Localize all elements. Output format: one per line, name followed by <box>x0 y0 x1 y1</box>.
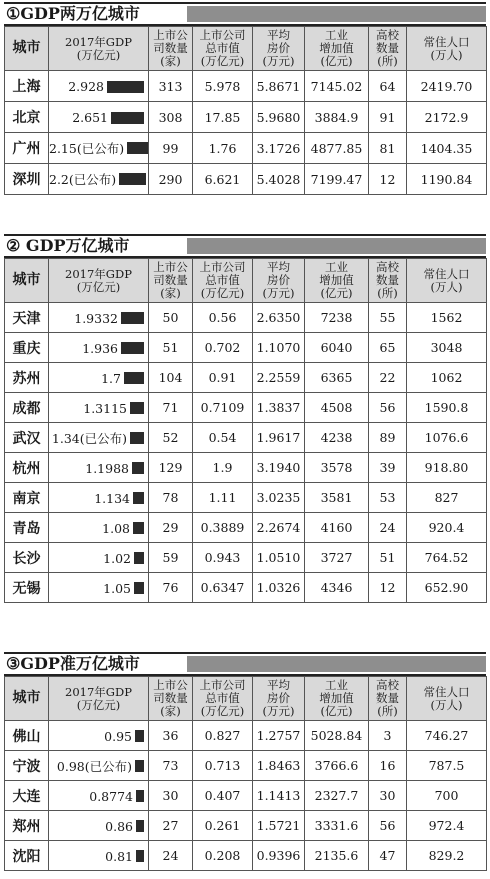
gdp-value: 1.3115 <box>83 400 127 416</box>
house-price-cell: 2.2674 <box>253 513 305 543</box>
gdp-value: 0.81 <box>105 848 133 864</box>
population-cell: 1062 <box>407 363 487 393</box>
companies-cell: 71 <box>149 393 193 423</box>
population-cell: 1076.6 <box>407 423 487 453</box>
market-cap-cell: 5.978 <box>193 71 253 102</box>
industry-cell: 6365 <box>305 363 369 393</box>
house-price-cell: 5.8671 <box>253 71 305 102</box>
market-cap-cell: 0.827 <box>193 721 253 751</box>
industry-cell: 4508 <box>305 393 369 423</box>
gdp-bar <box>121 342 144 354</box>
gdp-bar <box>136 790 144 802</box>
market-cap-cell: 0.56 <box>193 303 253 333</box>
column-header: 上市公司 总市值 (万亿元) <box>193 27 253 71</box>
city-cell: 天津 <box>5 303 49 333</box>
table-row <box>5 164 487 195</box>
gdp-bar <box>119 173 146 185</box>
industry-cell: 3578 <box>305 453 369 483</box>
gdp-bar <box>130 402 144 414</box>
table-row <box>5 303 487 333</box>
companies-cell: 313 <box>149 71 193 102</box>
gdp-bar <box>132 462 144 474</box>
companies-cell: 50 <box>149 303 193 333</box>
gdp-cell <box>49 164 149 195</box>
column-header: 工业 增加值 (亿元) <box>305 259 369 303</box>
universities-cell: 3 <box>369 721 407 751</box>
column-header: 平均 房价 (万元) <box>253 27 305 71</box>
universities-cell: 56 <box>369 811 407 841</box>
population-cell: 1590.8 <box>407 393 487 423</box>
market-cap-cell: 0.208 <box>193 841 253 871</box>
companies-cell: 24 <box>149 841 193 871</box>
city-cell: 成都 <box>5 393 49 423</box>
data-table <box>4 26 487 195</box>
table-row <box>5 393 487 423</box>
population-cell: 3048 <box>407 333 487 363</box>
table-row <box>5 133 487 164</box>
universities-cell: 16 <box>369 751 407 781</box>
gdp-bar <box>135 760 144 772</box>
gdp-cell <box>49 841 149 871</box>
gdp-bar <box>133 522 144 534</box>
table-row <box>5 721 487 751</box>
section-1 <box>4 2 486 195</box>
column-header: 2017年GDP (万亿元) <box>49 259 149 303</box>
data-table <box>4 258 487 603</box>
section-title: ② GDP万亿城市 <box>6 236 130 255</box>
section-banner <box>4 2 486 26</box>
universities-cell: 39 <box>369 453 407 483</box>
gdp-cell <box>49 363 149 393</box>
universities-cell: 65 <box>369 333 407 363</box>
table-row <box>5 71 487 102</box>
gdp-cell <box>49 333 149 363</box>
header-row <box>5 677 487 721</box>
column-header: 上市公司 总市值 (万亿元) <box>193 259 253 303</box>
section-2 <box>4 234 486 603</box>
market-cap-cell: 0.702 <box>193 333 253 363</box>
column-header: 常住人口 (万人) <box>407 677 487 721</box>
city-cell: 重庆 <box>5 333 49 363</box>
gdp-value: 1.02 <box>103 550 131 566</box>
universities-cell: 24 <box>369 513 407 543</box>
gdp-cell <box>49 102 149 133</box>
universities-cell: 64 <box>369 71 407 102</box>
gdp-bar <box>134 582 144 594</box>
house-price-cell: 3.1940 <box>253 453 305 483</box>
column-header: 上市公 司数量 (家) <box>149 27 193 71</box>
house-price-cell: 3.0235 <box>253 483 305 513</box>
market-cap-cell: 0.54 <box>193 423 253 453</box>
table-row <box>5 513 487 543</box>
market-cap-cell: 0.713 <box>193 751 253 781</box>
companies-cell: 36 <box>149 721 193 751</box>
gdp-bar <box>127 142 148 154</box>
gdp-value: 1.936 <box>82 340 118 356</box>
column-header: 平均 房价 (万元) <box>253 259 305 303</box>
column-header: 工业 增加值 (亿元) <box>305 677 369 721</box>
house-price-cell: 5.9680 <box>253 102 305 133</box>
gdp-cell <box>49 543 149 573</box>
gdp-cell <box>49 453 149 483</box>
gdp-bar <box>121 312 144 324</box>
gdp-value: 2.928 <box>68 79 104 94</box>
market-cap-cell: 0.6347 <box>193 573 253 603</box>
city-cell: 广州 <box>5 133 49 164</box>
companies-cell: 76 <box>149 573 193 603</box>
column-header: 高校 数量 (所) <box>369 259 407 303</box>
population-cell: 1404.35 <box>407 133 487 164</box>
companies-cell: 27 <box>149 811 193 841</box>
gdp-cell <box>49 811 149 841</box>
house-price-cell: 5.4028 <box>253 164 305 195</box>
population-cell: 700 <box>407 781 487 811</box>
population-cell: 746.27 <box>407 721 487 751</box>
gdp-cell <box>49 71 149 102</box>
market-cap-cell: 0.91 <box>193 363 253 393</box>
city-cell: 武汉 <box>5 423 49 453</box>
gdp-value: 1.7 <box>101 370 121 386</box>
column-header: 平均 房价 (万元) <box>253 677 305 721</box>
section-banner <box>4 234 486 258</box>
table-row <box>5 751 487 781</box>
gdp-value: 1.34(已公布) <box>51 430 127 446</box>
table-row <box>5 363 487 393</box>
column-header: 常住人口 (万人) <box>407 259 487 303</box>
gdp-cell <box>49 303 149 333</box>
industry-cell: 3766.6 <box>305 751 369 781</box>
gdp-cell <box>49 513 149 543</box>
market-cap-cell: 1.11 <box>193 483 253 513</box>
city-cell: 苏州 <box>5 363 49 393</box>
universities-cell: 22 <box>369 363 407 393</box>
column-header: 城市 <box>5 259 49 303</box>
population-cell: 652.90 <box>407 573 487 603</box>
table-row <box>5 543 487 573</box>
gdp-value: 0.8774 <box>89 788 133 804</box>
gdp-cell <box>49 781 149 811</box>
companies-cell: 52 <box>149 423 193 453</box>
gdp-value: 2.15(已公布) <box>49 141 125 156</box>
industry-cell: 7145.02 <box>305 71 369 102</box>
industry-cell: 3727 <box>305 543 369 573</box>
gdp-cell <box>49 423 149 453</box>
gdp-value: 0.86 <box>105 818 133 834</box>
industry-cell: 3884.9 <box>305 102 369 133</box>
population-cell: 920.4 <box>407 513 487 543</box>
section-title: ①GDP两万亿城市 <box>6 4 140 23</box>
population-cell: 972.4 <box>407 811 487 841</box>
gdp-bar <box>111 112 144 124</box>
companies-cell: 290 <box>149 164 193 195</box>
house-price-cell: 1.3837 <box>253 393 305 423</box>
table-row <box>5 781 487 811</box>
table-row <box>5 573 487 603</box>
gdp-value: 1.05 <box>103 580 131 596</box>
universities-cell: 12 <box>369 573 407 603</box>
industry-cell: 2327.7 <box>305 781 369 811</box>
population-cell: 1190.84 <box>407 164 487 195</box>
market-cap-cell: 17.85 <box>193 102 253 133</box>
city-cell: 无锡 <box>5 573 49 603</box>
population-cell: 787.5 <box>407 751 487 781</box>
universities-cell: 12 <box>369 164 407 195</box>
column-header: 上市公 司数量 (家) <box>149 259 193 303</box>
market-cap-cell: 0.261 <box>193 811 253 841</box>
gdp-bar <box>134 552 144 564</box>
gdp-bar <box>124 372 144 384</box>
gdp-cell <box>49 133 149 164</box>
gdp-value: 2.2(已公布) <box>49 172 117 187</box>
companies-cell: 104 <box>149 363 193 393</box>
population-cell: 2419.70 <box>407 71 487 102</box>
gdp-value: 1.08 <box>102 520 130 536</box>
universities-cell: 56 <box>369 393 407 423</box>
gdp-bar <box>135 730 144 742</box>
gdp-value: 2.651 <box>72 110 108 125</box>
city-cell: 杭州 <box>5 453 49 483</box>
column-header: 工业 增加值 (亿元) <box>305 27 369 71</box>
population-cell: 829.2 <box>407 841 487 871</box>
population-cell: 827 <box>407 483 487 513</box>
market-cap-cell: 6.621 <box>193 164 253 195</box>
section-3 <box>4 652 486 871</box>
house-price-cell: 1.5721 <box>253 811 305 841</box>
table-row <box>5 811 487 841</box>
industry-cell: 3581 <box>305 483 369 513</box>
city-cell: 郑州 <box>5 811 49 841</box>
city-cell: 北京 <box>5 102 49 133</box>
population-cell: 764.52 <box>407 543 487 573</box>
population-cell: 918.80 <box>407 453 487 483</box>
house-price-cell: 1.0510 <box>253 543 305 573</box>
city-cell: 长沙 <box>5 543 49 573</box>
industry-cell: 3331.6 <box>305 811 369 841</box>
universities-cell: 53 <box>369 483 407 513</box>
population-cell: 1562 <box>407 303 487 333</box>
universities-cell: 51 <box>369 543 407 573</box>
industry-cell: 2135.6 <box>305 841 369 871</box>
table-row <box>5 333 487 363</box>
city-cell: 深圳 <box>5 164 49 195</box>
companies-cell: 29 <box>149 513 193 543</box>
universities-cell: 55 <box>369 303 407 333</box>
banner-bar <box>187 238 486 254</box>
market-cap-cell: 1.76 <box>193 133 253 164</box>
industry-cell: 6040 <box>305 333 369 363</box>
companies-cell: 51 <box>149 333 193 363</box>
section-banner <box>4 652 486 676</box>
gdp-bar <box>136 850 144 862</box>
gdp-bar <box>136 820 144 832</box>
header-row <box>5 259 487 303</box>
column-header: 2017年GDP (万亿元) <box>49 677 149 721</box>
market-cap-cell: 0.7109 <box>193 393 253 423</box>
gdp-value: 0.98(已公布) <box>56 758 132 774</box>
house-price-cell: 2.6350 <box>253 303 305 333</box>
industry-cell: 5028.84 <box>305 721 369 751</box>
gdp-value: 1.1988 <box>85 460 129 476</box>
house-price-cell: 0.9396 <box>253 841 305 871</box>
industry-cell: 4877.85 <box>305 133 369 164</box>
gdp-cell <box>49 573 149 603</box>
companies-cell: 78 <box>149 483 193 513</box>
universities-cell: 89 <box>369 423 407 453</box>
city-cell: 南京 <box>5 483 49 513</box>
house-price-cell: 3.1726 <box>253 133 305 164</box>
house-price-cell: 1.2757 <box>253 721 305 751</box>
industry-cell: 4238 <box>305 423 369 453</box>
column-header: 城市 <box>5 27 49 71</box>
gdp-cell <box>49 393 149 423</box>
universities-cell: 81 <box>369 133 407 164</box>
companies-cell: 129 <box>149 453 193 483</box>
city-cell: 宁波 <box>5 751 49 781</box>
gdp-cell <box>49 483 149 513</box>
market-cap-cell: 0.943 <box>193 543 253 573</box>
population-cell: 2172.9 <box>407 102 487 133</box>
companies-cell: 73 <box>149 751 193 781</box>
gdp-bar <box>107 81 144 93</box>
industry-cell: 7238 <box>305 303 369 333</box>
banner-bar <box>187 6 486 22</box>
table-row <box>5 453 487 483</box>
companies-cell: 99 <box>149 133 193 164</box>
market-cap-cell: 1.9 <box>193 453 253 483</box>
gdp-value: 1.9332 <box>74 310 118 326</box>
gdp-bar <box>130 432 144 444</box>
house-price-cell: 1.1413 <box>253 781 305 811</box>
market-cap-cell: 0.407 <box>193 781 253 811</box>
house-price-cell: 1.9617 <box>253 423 305 453</box>
industry-cell: 7199.47 <box>305 164 369 195</box>
gdp-cell <box>49 721 149 751</box>
gdp-value: 0.95 <box>104 728 132 744</box>
column-header: 高校 数量 (所) <box>369 27 407 71</box>
universities-cell: 30 <box>369 781 407 811</box>
banner-bar <box>187 656 486 672</box>
column-header: 2017年GDP (万亿元) <box>49 27 149 71</box>
companies-cell: 59 <box>149 543 193 573</box>
universities-cell: 91 <box>369 102 407 133</box>
column-header: 常住人口 (万人) <box>407 27 487 71</box>
table-row <box>5 102 487 133</box>
industry-cell: 4160 <box>305 513 369 543</box>
house-price-cell: 1.8463 <box>253 751 305 781</box>
industry-cell: 4346 <box>305 573 369 603</box>
header-row <box>5 27 487 71</box>
data-table <box>4 676 487 871</box>
city-cell: 青岛 <box>5 513 49 543</box>
city-cell: 佛山 <box>5 721 49 751</box>
city-cell: 沈阳 <box>5 841 49 871</box>
house-price-cell: 2.2559 <box>253 363 305 393</box>
table-row <box>5 423 487 453</box>
house-price-cell: 1.1070 <box>253 333 305 363</box>
companies-cell: 308 <box>149 102 193 133</box>
column-header: 高校 数量 (所) <box>369 677 407 721</box>
table-row <box>5 483 487 513</box>
section-title: ③GDP准万亿城市 <box>6 654 140 673</box>
gdp-bar <box>133 492 144 504</box>
gdp-cell <box>49 751 149 781</box>
house-price-cell: 1.0326 <box>253 573 305 603</box>
city-cell: 上海 <box>5 71 49 102</box>
table-row <box>5 841 487 871</box>
column-header: 城市 <box>5 677 49 721</box>
companies-cell: 30 <box>149 781 193 811</box>
universities-cell: 47 <box>369 841 407 871</box>
city-cell: 大连 <box>5 781 49 811</box>
column-header: 上市公 司数量 (家) <box>149 677 193 721</box>
gdp-value: 1.134 <box>94 490 130 506</box>
market-cap-cell: 0.3889 <box>193 513 253 543</box>
column-header: 上市公司 总市值 (万亿元) <box>193 677 253 721</box>
